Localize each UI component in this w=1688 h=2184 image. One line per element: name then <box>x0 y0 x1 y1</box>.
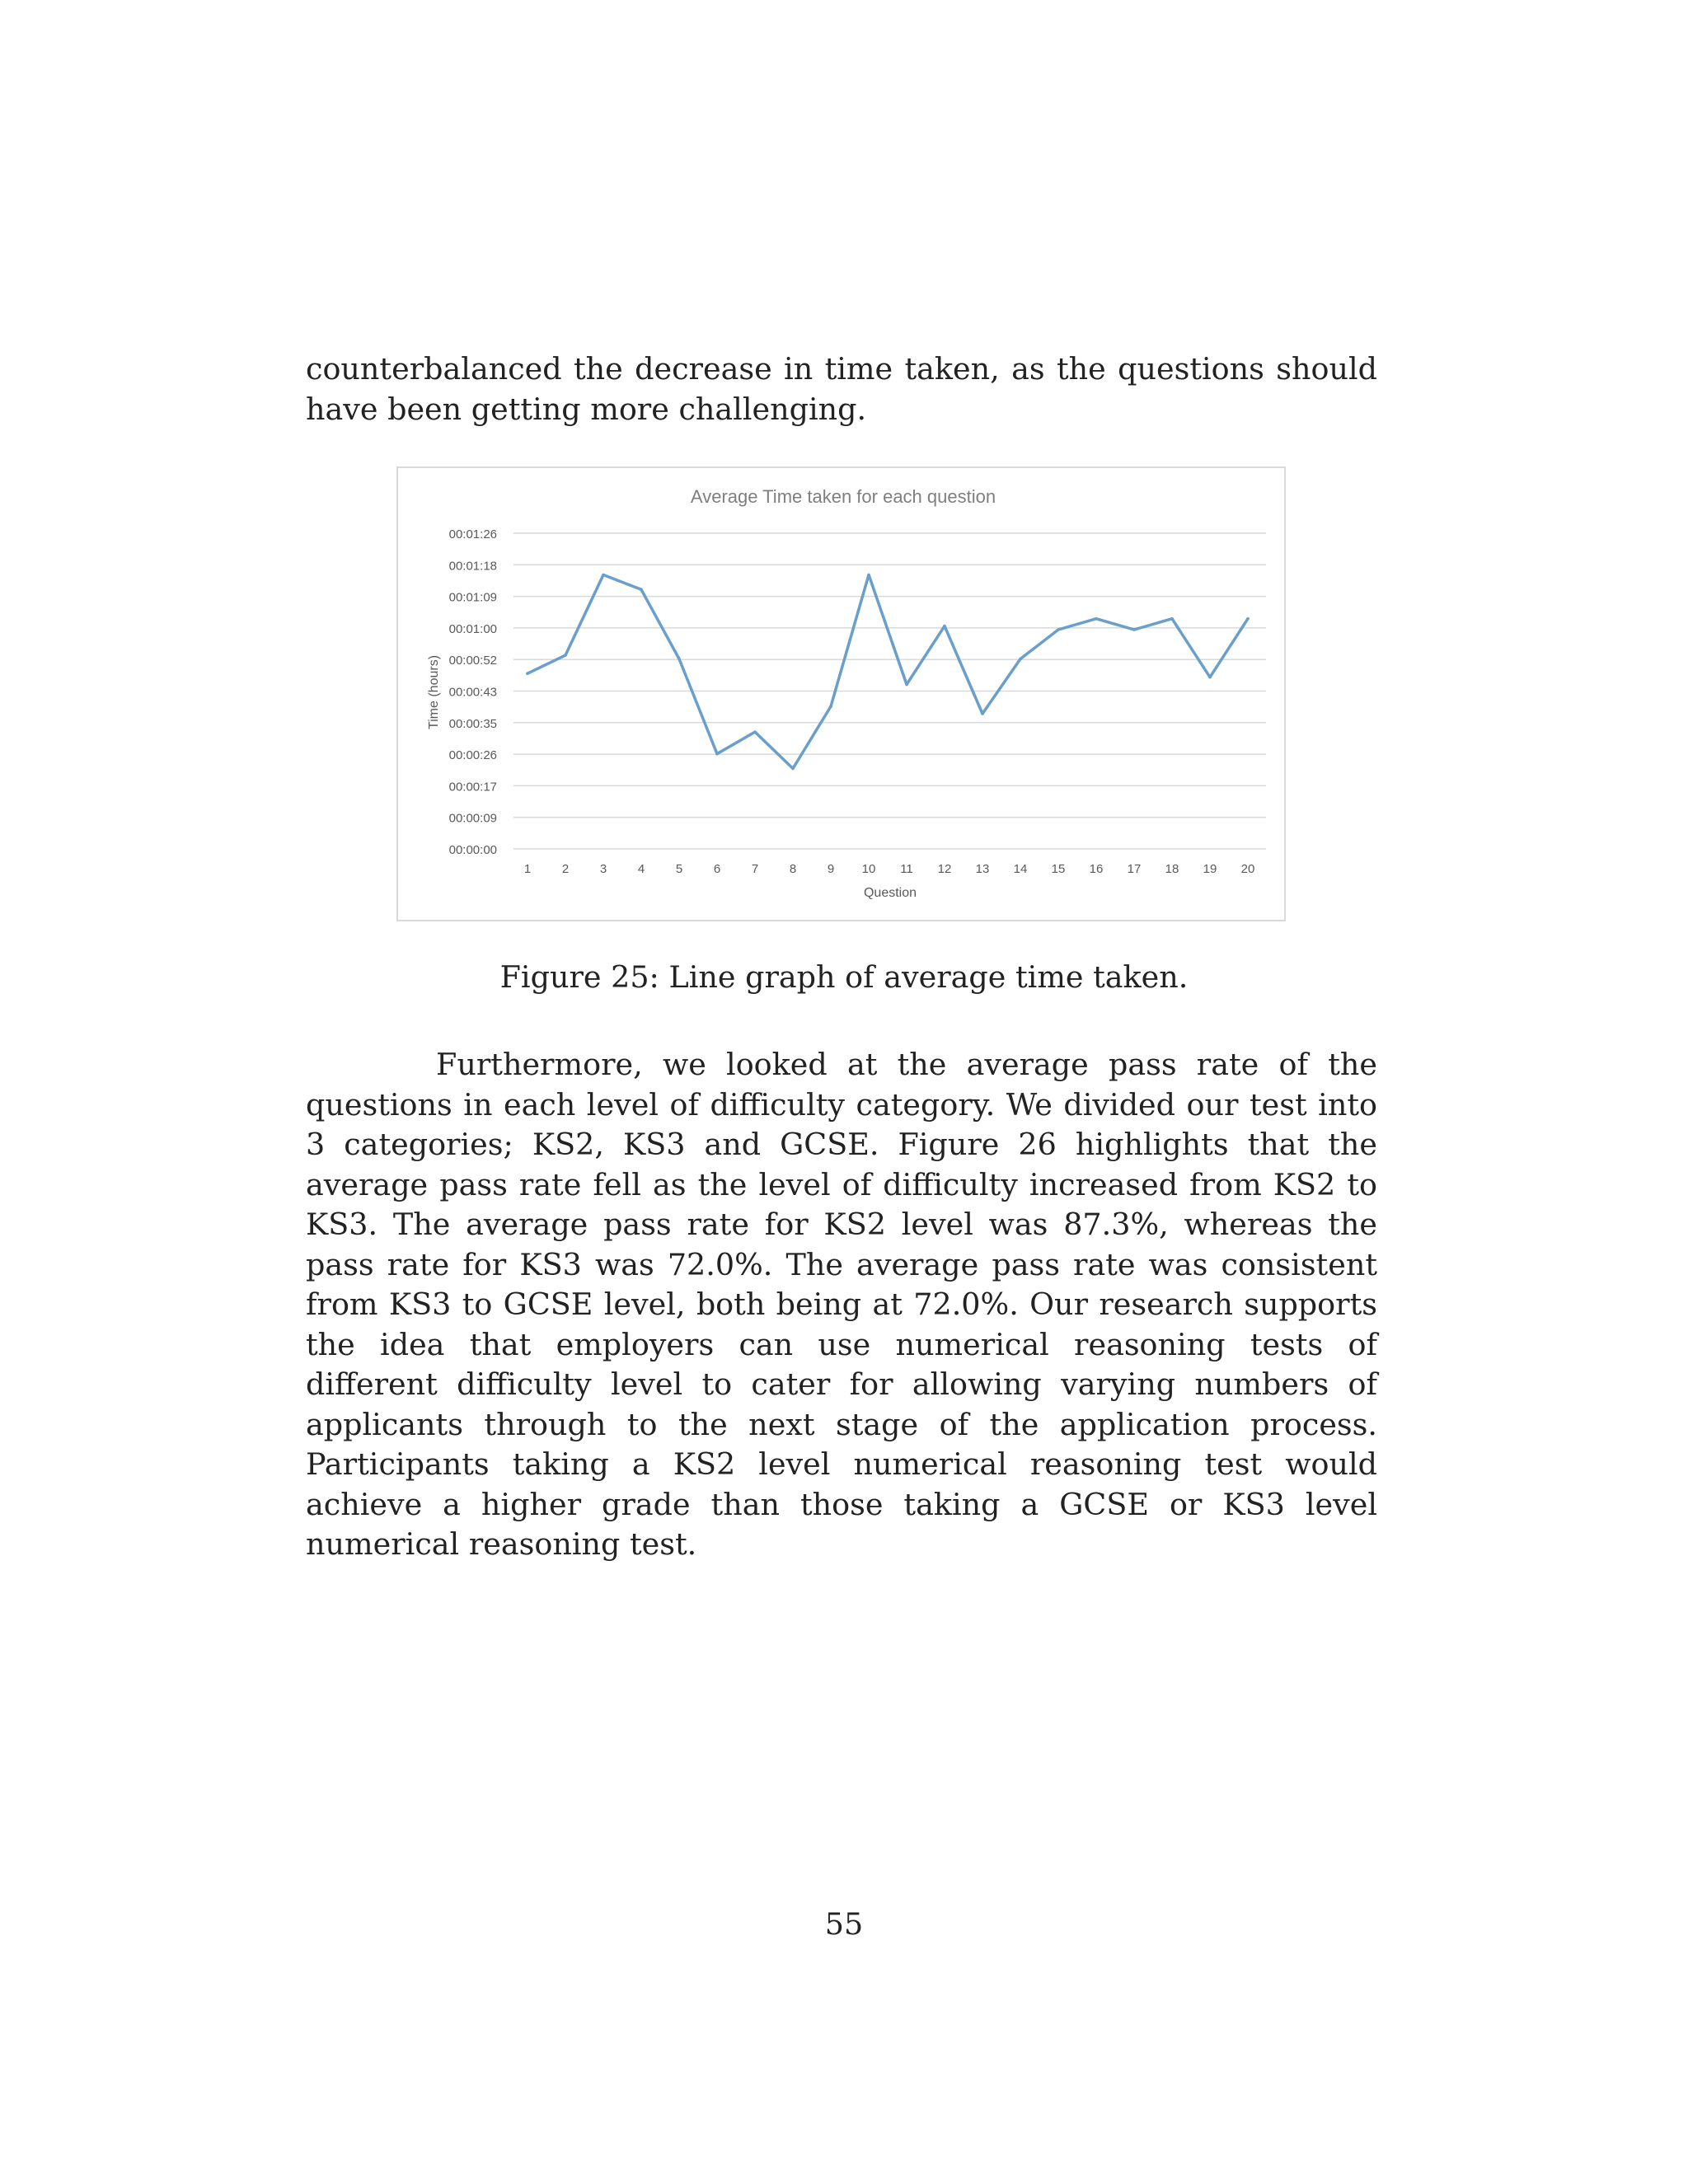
y-tick-label: 00:00:09 <box>448 811 497 826</box>
data-point <box>715 752 719 756</box>
x-tick-label: 16 <box>1089 862 1104 876</box>
body-paragraph-continued: counterbalanced the decrease in time taken, as the questions should have been getting more challenging. <box>306 351 1377 427</box>
data-point <box>678 658 681 661</box>
data-point <box>564 654 567 657</box>
data-point <box>1019 658 1022 661</box>
y-tick-label: 00:00:35 <box>448 716 497 731</box>
data-point <box>602 574 605 577</box>
x-tick-label: 2 <box>561 862 570 876</box>
x-tick-label: 14 <box>1013 862 1028 876</box>
x-tick-label: 13 <box>975 862 990 876</box>
y-tick-label: 00:01:09 <box>448 590 497 605</box>
x-tick-label: 19 <box>1203 862 1217 876</box>
data-point <box>981 712 984 715</box>
x-axis-label: Question <box>863 886 917 900</box>
y-tick-label: 00:01:18 <box>448 559 497 574</box>
x-tick-label: 4 <box>637 862 645 876</box>
x-tick-label: 7 <box>751 862 759 876</box>
x-tick-label: 12 <box>937 862 952 876</box>
data-point <box>1208 676 1212 679</box>
y-tick-label: 00:00:52 <box>448 654 497 668</box>
data-point <box>791 767 795 771</box>
y-tick-label: 00:01:00 <box>448 621 497 636</box>
x-tick-label: 5 <box>675 862 683 876</box>
data-point <box>1170 617 1174 621</box>
y-tick-label: 00:00:43 <box>448 685 497 700</box>
x-tick-label: 8 <box>789 862 797 876</box>
x-tick-label: 20 <box>1240 862 1255 876</box>
x-tick-label: 9 <box>827 862 835 876</box>
series-line <box>528 575 1248 769</box>
data-point <box>526 672 529 675</box>
x-tick-label: 3 <box>599 862 607 876</box>
x-tick-label: 1 <box>523 862 532 876</box>
y-tick-label: 00:01:26 <box>448 527 497 541</box>
figure-25-chart <box>396 466 1286 921</box>
data-point <box>1132 628 1136 631</box>
data-point <box>867 574 870 577</box>
body-paragraph: Furthermore, we looked at the average pass rate of the questions in each level of difficulty category. We divided our test into 3 categories; KS2, KS3 and GCSE. Figure 26 highlights that the average pass rate fell as the level of difficulty increased from KS2 to KS3. The average pass rate for KS2 level was 87.3%, whereas the pass rate for KS3 was 72.0%. The average pass rate was consistent from KS3 to GCSE level, both being at 72.0%. Our research supports the idea that employers can use numerical reasoning tests of different difficulty level to cater for allowing varying numbers of applicants through to the next stage of the application process. Participants taking a KS2 level numerical reasoning test would achieve a higher grade than those taking a GCSE or KS3 level numerical reasoning test. <box>306 1047 1377 1562</box>
x-tick-label: 18 <box>1165 862 1179 876</box>
data-point <box>1095 617 1098 621</box>
x-tick-label: 6 <box>713 862 721 876</box>
data-point <box>905 683 908 687</box>
data-point <box>829 705 832 708</box>
x-tick-label: 15 <box>1051 862 1066 876</box>
data-point <box>640 588 643 591</box>
x-tick-label: 10 <box>861 862 876 876</box>
x-tick-label: 17 <box>1127 862 1142 876</box>
line-chart <box>398 468 1287 923</box>
data-point <box>943 625 946 628</box>
y-tick-label: 00:00:00 <box>448 843 497 857</box>
data-point <box>1246 617 1250 621</box>
data-point <box>753 730 757 733</box>
y-tick-label: 00:00:17 <box>448 780 497 794</box>
figure-caption: Figure 25: Line graph of average time taken. <box>499 959 1189 995</box>
page-number: 55 <box>824 1906 864 1942</box>
y-tick-label: 00:00:26 <box>448 748 497 763</box>
chart-title: Average Time taken for each question <box>690 486 996 507</box>
data-point <box>1057 628 1060 631</box>
x-tick-label: 11 <box>900 862 913 876</box>
y-axis-label: Time (hours) <box>427 654 441 730</box>
